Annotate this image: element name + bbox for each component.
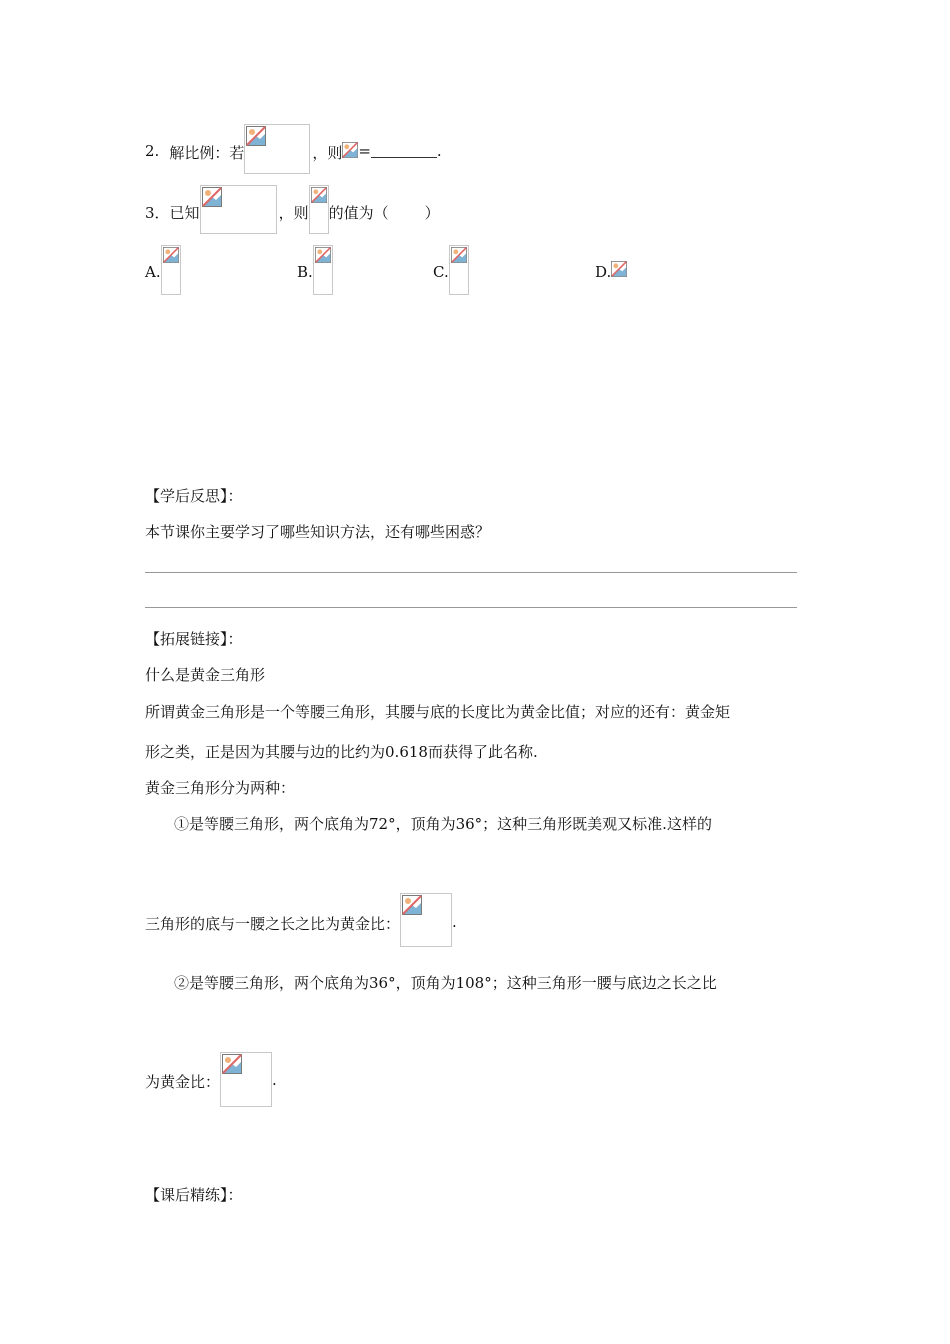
reflection-heading: 【学后反思】： bbox=[145, 487, 243, 505]
option-label: D. bbox=[595, 263, 612, 281]
practice-heading: 【课后精练】： bbox=[145, 1186, 243, 1204]
extension-item-1: ①是等腰三角形，两个底角为72°，顶角为36°；这种三角形既美观又标准.这样的 bbox=[174, 815, 712, 833]
broken-image-icon bbox=[311, 187, 327, 203]
option-label: C. bbox=[433, 263, 449, 281]
option-c[interactable] bbox=[433, 245, 469, 295]
answer-blank[interactable] bbox=[371, 142, 437, 158]
question-3 bbox=[145, 185, 440, 234]
formula-image bbox=[161, 245, 181, 295]
extension-item-1-ratio: 三角形的底与一腰之长之比为黄金比： . bbox=[145, 893, 457, 947]
answer-line[interactable] bbox=[145, 607, 797, 608]
option-d[interactable] bbox=[595, 261, 627, 281]
formula-image bbox=[244, 124, 310, 174]
formula-image bbox=[400, 893, 452, 947]
formula-image bbox=[309, 185, 329, 234]
formula-image bbox=[220, 1052, 272, 1107]
question-number: 3． bbox=[145, 204, 170, 222]
extension-paragraph: 形之类，正是因为其腰与边的比约为0.618而获得了此名称. bbox=[145, 743, 538, 761]
extension-heading: 【拓展链接】： bbox=[145, 630, 243, 648]
extension-item-2-ratio: 为黄金比： . bbox=[145, 1052, 277, 1107]
option-a[interactable] bbox=[145, 245, 181, 295]
broken-image-icon bbox=[315, 247, 331, 263]
option-b[interactable] bbox=[297, 245, 333, 295]
broken-image-icon bbox=[402, 895, 422, 915]
extension-paragraph: 所谓黄金三角形是一个等腰三角形，其腰与底的长度比为黄金比值；对应的还有：黄金矩 bbox=[145, 703, 731, 721]
broken-image-icon bbox=[451, 247, 467, 263]
broken-image-icon bbox=[246, 126, 266, 146]
question-text: ） bbox=[424, 204, 440, 222]
question-text: 解比例：若 bbox=[169, 144, 245, 162]
extension-kinds: 黄金三角形分为两种： bbox=[145, 779, 296, 797]
question-text: ，则 bbox=[312, 144, 343, 162]
formula-image bbox=[449, 245, 469, 295]
broken-image-icon bbox=[342, 142, 358, 158]
question-text: 已知 bbox=[169, 204, 200, 222]
formula-image bbox=[313, 245, 333, 295]
formula-image bbox=[611, 261, 627, 279]
formula-image bbox=[200, 185, 277, 234]
question-text: . bbox=[436, 142, 442, 160]
broken-image-icon bbox=[222, 1054, 242, 1074]
question-2 bbox=[145, 124, 442, 174]
broken-image-icon bbox=[163, 247, 179, 263]
question-number: 2. bbox=[145, 142, 160, 160]
reflection-prompt: 本节课你主要学习了哪些知识方法，还有哪些困惑？ bbox=[145, 523, 491, 541]
option-label: A. bbox=[145, 263, 161, 281]
question-text: = bbox=[358, 142, 371, 160]
question-text: 的值为（ bbox=[328, 204, 389, 222]
broken-image-icon bbox=[611, 261, 627, 277]
formula-image bbox=[342, 142, 358, 158]
option-label: B. bbox=[297, 263, 313, 281]
answer-line[interactable] bbox=[145, 572, 797, 573]
broken-image-icon bbox=[202, 187, 222, 207]
extension-title: 什么是黄金三角形 bbox=[145, 666, 266, 684]
extension-item-2: ②是等腰三角形，两个底角为36°，顶角为108°；这种三角形一腰与底边之长之比 bbox=[174, 974, 717, 992]
question-text: ，则 bbox=[278, 204, 309, 222]
